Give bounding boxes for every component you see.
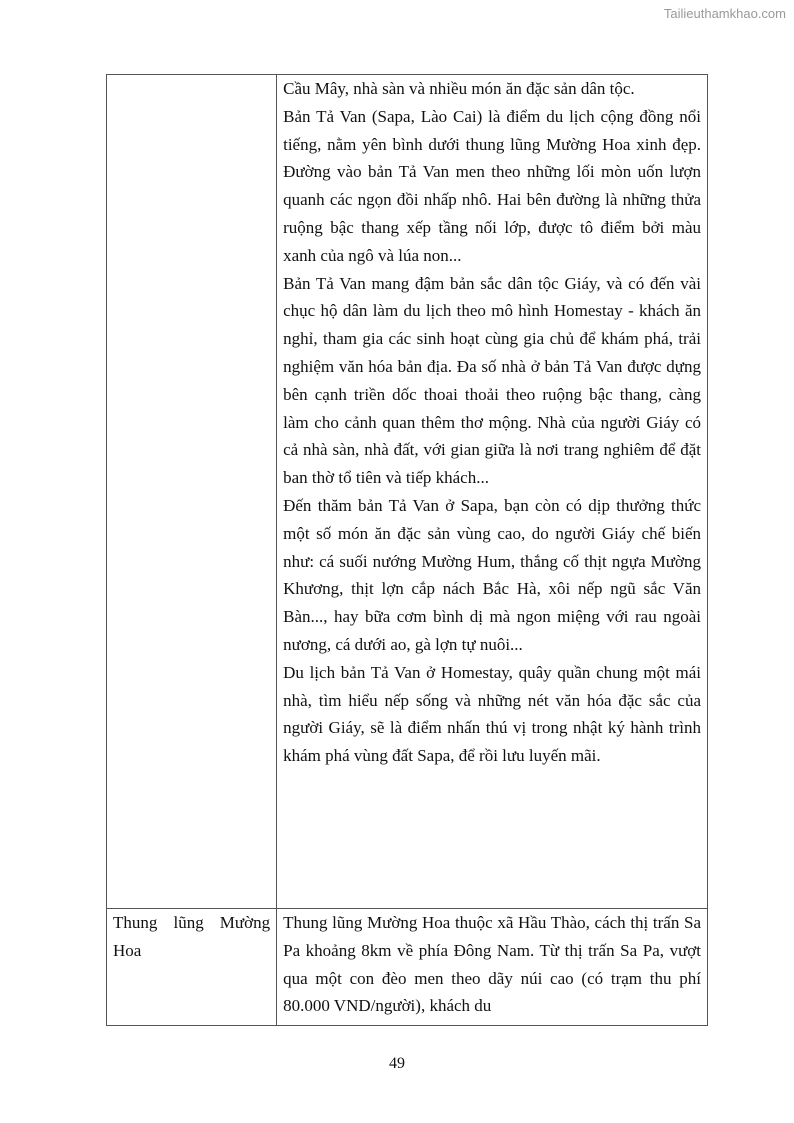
description-paragraph: Bản Tả Van (Sapa, Lào Cai) là điểm du lịch cộng đồng nổi tiếng, nằm yên bình dưới thung lũng Mường Hoa xinh đẹp. Đường vào bản Tả Van men theo những lối mòn uốn lượn quanh các ngọn đồi nhấp nhô. Hai bên đường là những thửa ruộng bậc thang xếp tầng nối lớp, được tô điểm bởi màu xanh của ngô và lúa non...	[283, 106, 701, 265]
attractions-table	[106, 74, 708, 1026]
description-paragraph: Du lịch bản Tả Van ở Homestay, quây quần chung một mái nhà, tìm hiểu nếp sống và những nét văn hóa đặc sắc của người Giáy, sẽ là điểm nhấn thú vị trong nhật ký hành trình khám phá vùng đất Sapa, để rồi lưu luyến mãi.	[283, 662, 701, 766]
watermark: Tailieuthamkhao.com	[663, 6, 786, 21]
attraction-description-cell	[277, 909, 708, 1026]
attraction-name-cell	[107, 909, 277, 1026]
attraction-description-cell	[277, 75, 708, 909]
table-row	[107, 909, 708, 1026]
description-paragraph: Thung lũng Mường Hoa thuộc xã Hầu Thào, cách thị trấn Sa Pa khoảng 8km về phía Đông Nam. Từ thị trấn Sa Pa, vượt qua một con đèo men theo dãy núi cao (có trạm thu phí 80.000 VND/người), khách du	[283, 913, 701, 1016]
description-paragraph: Cầu Mây, nhà sàn và nhiều món ăn đặc sản dân tộc.	[283, 79, 635, 98]
table-row	[107, 75, 708, 909]
attraction-name: Thung lũng Mường Hoa	[113, 913, 271, 960]
description-paragraph: Bản Tả Van mang đậm bản sắc dân tộc Giáy, và có đến vài chục hộ dân làm du lịch theo mô hình Homestay - khách ăn nghỉ, tham gia các sinh hoạt cùng gia chủ để khám phá, trải nghiệm văn hóa bản địa. Đa số nhà ở bản Tả Van được dựng bên cạnh triền dốc thoai thoải theo ruộng bậc thang, càng làm cho cảnh quan thêm thơ mộng. Nhà của người Giáy có cả nhà sàn, nhà đất, với gian giữa là nơi trang nghiêm để đặt ban thờ tổ tiên và tiếp khách...	[283, 273, 701, 488]
description-paragraph: Đến thăm bản Tả Van ở Sapa, bạn còn có dịp thưởng thức một số món ăn đặc sản vùng cao, do người Giáy chế biến như: cá suối nướng Mường Hum, thắng cố thịt ngựa Mường Khương, thịt lợn cắp nách Bắc Hà, xôi nếp ngũ sắc Văn Bàn..., hay bữa cơm bình dị mà ngon miệng với rau ngoài nương, cá dưới ao, gà lợn tự nuôi...	[283, 495, 701, 654]
page-number: 49	[389, 1055, 405, 1072]
attraction-name-cell	[107, 75, 277, 909]
